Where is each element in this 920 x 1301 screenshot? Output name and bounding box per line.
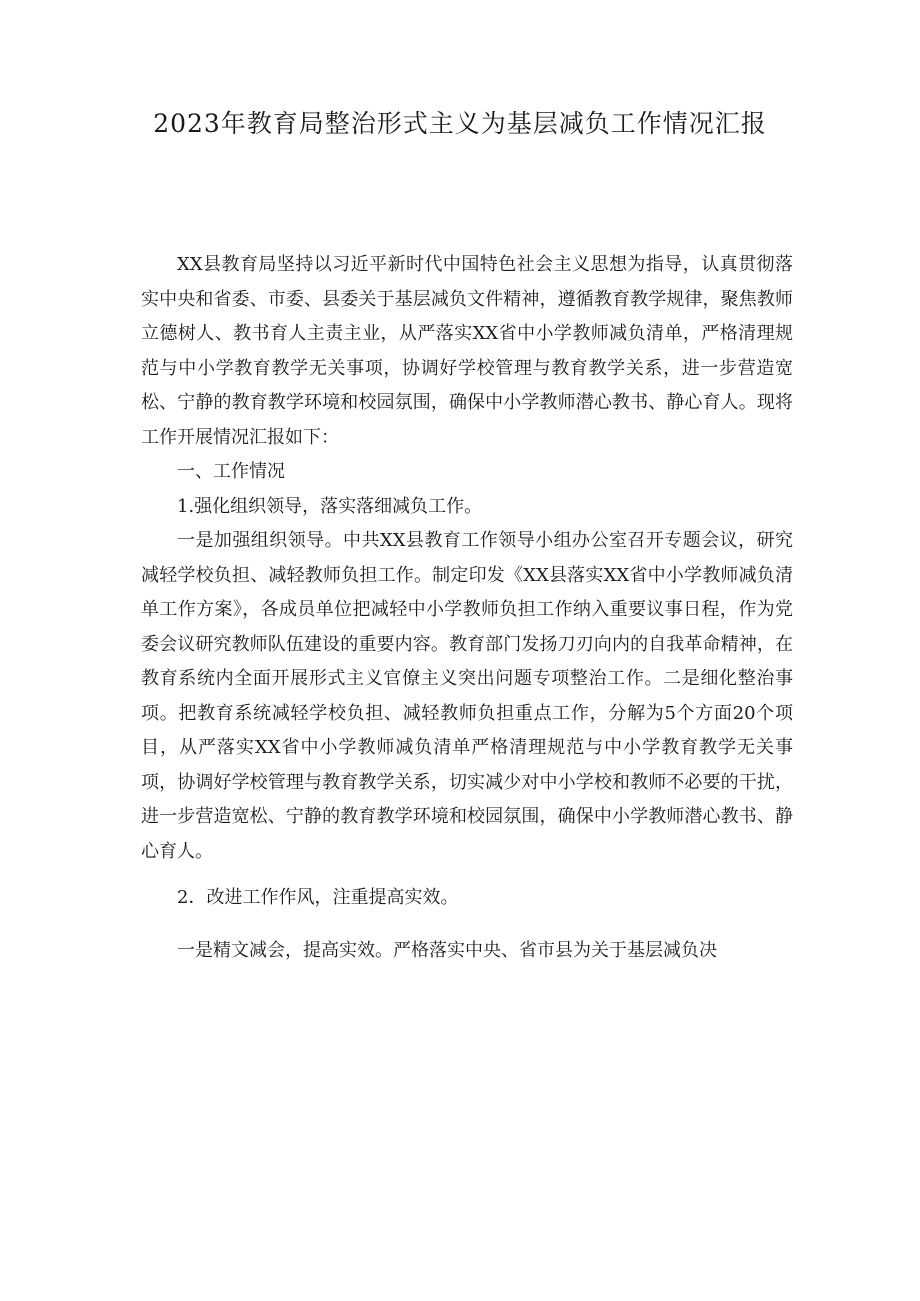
- body-paragraph: 一是加强组织领导。中共XX县教育工作领导小组办公室召开专题会议，研究减轻学校负担、减轻教师负担工作。制定印发《XX县落实XX省中小学教师减负清单工作方案》，各成员单位把减轻中小学教师负担工作纳入重要议事日程，作为党委会议研究教师队伍建设的重要内容。教育部门发扬刀刃向内的自我革命精神，在教育系统内全面开展形式主义官僚主义突出问题专项整治工作。二是细化整治事项。把教育系统减轻学校负担、减轻教师负担重点工作，分解为5个方面20个项目，从严落实XX省中小学教师减负清单严格清理规范与中小学教育教学无关事项，协调好学校管理与教育教学关系，切实减少对中小学校和教师不必要的干扰，进一步营造宽松、宁静的教育教学环境和校园氛围，确保中小学教师潜心教书、静心育人。: [141, 530, 793, 862]
- document-body: [141, 248, 793, 968]
- section-heading: 一、工作情况: [177, 461, 285, 482]
- document-title: 2023年教育局整治形式主义为基层减负工作情况汇报: [153, 109, 767, 138]
- body-paragraph: 一是精文减会，提高实效。严格落实中央、省市县为关于基层减负决: [177, 939, 717, 961]
- subsection-heading: 2．改进工作作风，注重提高实效。: [177, 887, 459, 908]
- subsection-heading: 1.强化组织领导，落实落细减负工作。: [177, 495, 483, 517]
- intro-paragraph: XX县教育局坚持以习近平新时代中国特色社会主义思想为指导，认真贯彻落实中央和省委、市委、县委关于基层减负文件精神，遵循教育教学规律，聚焦教师立德树人、教书育人主责主业，从严落实XX省中小学教师减负清单，严格清理规范与中小学教育教学无关事项，协调好学校管理与教育教学关系，进一步营造宽松、宁静的教育教学环境和校园氛围，确保中小学教师潜心教书、静心育人。现将工作开展情况汇报如下：: [141, 254, 793, 448]
